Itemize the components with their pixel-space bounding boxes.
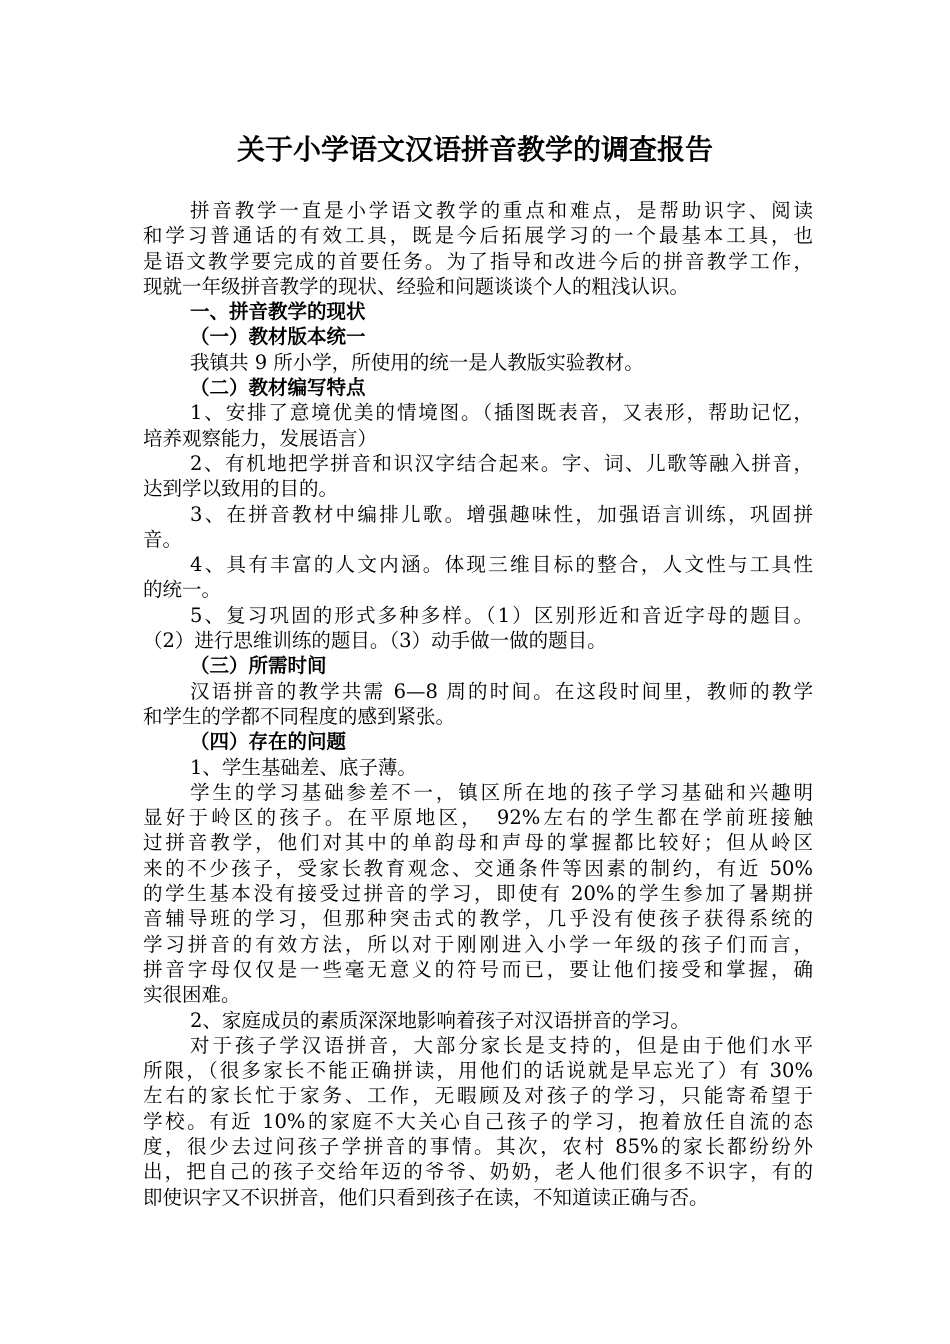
paragraph-line: 度，很少去过问孩子学拼音的事情。其次，农村 85%的家长都纷纷外 bbox=[143, 1134, 813, 1158]
paragraph-line: 培养观察能力，发展语言） bbox=[143, 426, 378, 450]
paragraph-line: 出，把自己的孩子交给年迈的爷爷、奶奶，老人他们很多不识字，有的 bbox=[143, 1160, 813, 1184]
paragraph-line: 和学生的学都不同程度的感到紧张。 bbox=[143, 704, 456, 728]
paragraph-line: 的统一。 bbox=[143, 578, 222, 602]
subsection-heading: （四）存在的问题 bbox=[190, 730, 347, 754]
paragraph-line: 我镇共 9 所小学，所使用的统一是人教版实验教材。 bbox=[190, 350, 644, 374]
paragraph-line: 过拼音教学，他们对其中的单韵母和声母的掌握都比较好；但从岭区 bbox=[143, 831, 813, 855]
paragraph-line: 实很困难。 bbox=[143, 983, 241, 1007]
paragraph-line: 现就一年级拼音教学的现状、经验和问题谈谈个人的粗浅认识。 bbox=[143, 274, 690, 298]
paragraph-line: 即使识字又不识拼音，他们只看到孩子在读，不知道读正确与否。 bbox=[143, 1185, 709, 1209]
paragraph-line: （2）进行思维训练的题目。（3）动手做一做的题目。 bbox=[143, 629, 607, 653]
paragraph-line: 拼音教学一直是小学语文教学的重点和难点，是帮助识字、阅读 bbox=[190, 199, 813, 222]
subsection-heading: （一）教材版本统一 bbox=[190, 325, 366, 349]
paragraph-line: 5、复习巩固的形式多种多样。（1）区别形近和音近字母的题目。 bbox=[190, 603, 813, 627]
paragraph-line: 2、有机地把学拼音和识汉字结合起来。字、词、儿歌等融入拼音， bbox=[190, 451, 813, 475]
paragraph-line: 是语文教学要完成的首要任务。为了指导和改进今后的拼音教学工作， bbox=[143, 249, 813, 273]
paragraph-line: 学校。有近 10%的家庭不大关心自己孩子的学习，抱着放任自流的态 bbox=[143, 1109, 813, 1133]
subsection-heading: （二）教材编写特点 bbox=[190, 376, 366, 400]
paragraph-line: 对于孩子学汉语拼音，大部分家长是支持的，但是由于他们水平 bbox=[190, 1033, 813, 1057]
paragraph-line: 1、学生基础差、底子薄。 bbox=[190, 755, 417, 779]
subsection-heading: （三）所需时间 bbox=[190, 654, 327, 678]
paragraph-line: 1、安排了意境优美的情境图。（插图既表音，又表形，帮助记忆， bbox=[190, 401, 813, 425]
paragraph-line: 音辅导班的学习，但那种突击式的教学，几乎没有使孩子获得系统的 bbox=[143, 907, 813, 931]
paragraph-line: 汉语拼音的教学共需 6—8 周的时间。在这段时间里，教师的教学 bbox=[190, 679, 813, 703]
paragraph-line: 的学生基本没有接受过拼音的学习，即使有 20%的学生参加了暑期拼 bbox=[143, 882, 813, 906]
document-body bbox=[143, 198, 813, 1210]
document-title: 关于小学语文汉语拼音教学的调查报告 bbox=[236, 133, 713, 166]
paragraph-line: 4、具有丰富的人文内涵。体现三维目标的整合，人文性与工具性 bbox=[190, 553, 813, 577]
paragraph-line: 左右的家长忙于家务、工作，无暇顾及对孩子的学习，只能寄希望于 bbox=[143, 1084, 813, 1108]
paragraph-line: 拼音字母仅仅是一些毫无意义的符号而已，要让他们接受和掌握，确 bbox=[143, 957, 813, 981]
paragraph-line: 来的不少孩子，受家长教育观念、交通条件等因素的制约，有近 50% bbox=[143, 856, 813, 880]
paragraph-line: 2、家庭成员的素质深深地影响着孩子对汉语拼音的学习。 bbox=[190, 1008, 690, 1032]
paragraph-line: 学生的学习基础参差不一，镇区所在地的孩子学习基础和兴趣明 bbox=[190, 780, 813, 804]
paragraph-line: 所限，（很多家长不能正确拼读，用他们的话说就是早忘光了）有 30% bbox=[143, 1059, 813, 1083]
paragraph-line: 音。 bbox=[143, 527, 183, 551]
paragraph-line: 学习拼音的有效方法，所以对于刚刚进入小学一年级的孩子们而言， bbox=[143, 932, 813, 956]
paragraph-line: 达到学以致用的目的。 bbox=[143, 477, 339, 501]
paragraph-line: 和学习普通话的有效工具，既是今后拓展学习的一个最基本工具，也 bbox=[143, 224, 813, 248]
paragraph-line: 3、在拼音教材中编排儿歌。增强趣味性，加强语言训练，巩固拼 bbox=[190, 502, 813, 526]
section-heading: 一、拼音教学的现状 bbox=[190, 300, 366, 324]
paragraph-line: 显好于岭区的孩子。在平原地区， 92%左右的学生都在学前班接触 bbox=[143, 806, 813, 830]
